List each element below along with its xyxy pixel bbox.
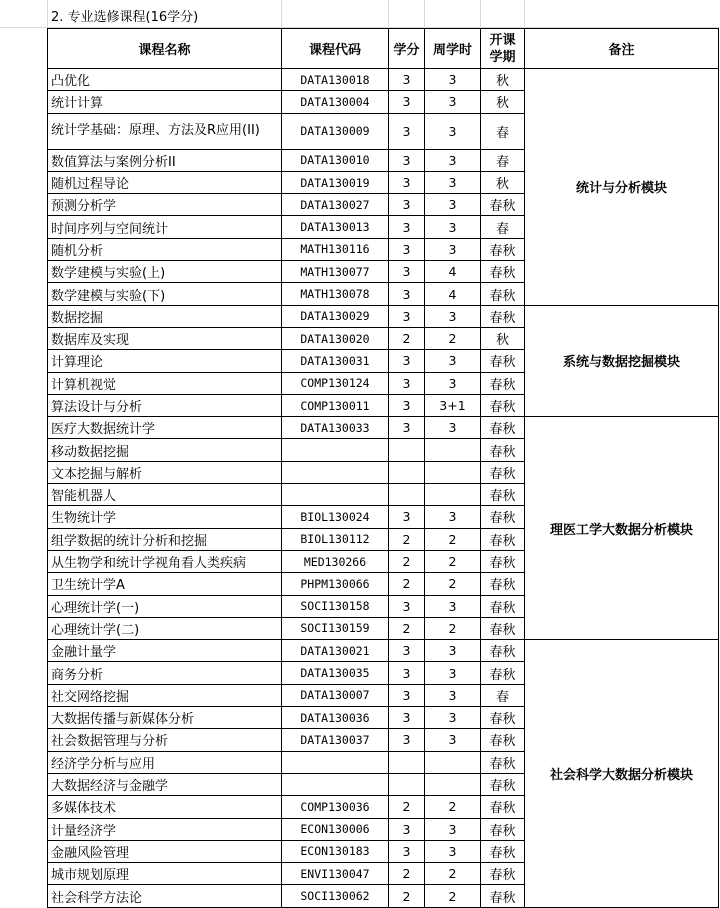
course-hours-cell: 3	[425, 171, 481, 193]
module-label-cell: 统计与分析模块	[525, 69, 719, 306]
course-credits-cell: 3	[389, 194, 425, 216]
course-hours-cell: 2	[425, 573, 481, 595]
course-term-cell: 春秋	[481, 640, 525, 662]
course-code-cell: DATA130029	[282, 305, 389, 327]
course-hours-cell: 3	[425, 149, 481, 171]
course-term-cell: 春秋	[481, 350, 525, 372]
course-term-cell: 春秋	[481, 840, 525, 862]
course-name-cell: 文本挖掘与解析	[48, 461, 282, 483]
course-credits-cell: 3	[389, 261, 425, 283]
course-name-cell: 预测分析学	[48, 194, 282, 216]
course-credits-cell: 2	[389, 617, 425, 639]
course-code-cell: DATA130020	[282, 327, 389, 349]
course-name-cell: 算法设计与分析	[48, 394, 282, 416]
course-credits-cell: 3	[389, 729, 425, 751]
course-name-cell: 凸优化	[48, 69, 282, 91]
course-code-cell	[282, 439, 389, 461]
course-term-cell: 春秋	[481, 372, 525, 394]
course-code-cell: DATA130033	[282, 417, 389, 439]
course-name-cell: 社会数据管理与分析	[48, 729, 282, 751]
course-code-cell: ECON130006	[282, 818, 389, 840]
course-credits-cell: 2	[389, 550, 425, 572]
course-term-cell: 春秋	[481, 863, 525, 885]
course-name-cell: 随机分析	[48, 238, 282, 260]
course-term-cell: 春秋	[481, 796, 525, 818]
course-hours-cell: 2	[425, 863, 481, 885]
course-term-cell: 春秋	[481, 595, 525, 617]
course-hours-cell: 3+1	[425, 394, 481, 416]
course-hours-cell: 3	[425, 305, 481, 327]
course-name-cell: 心理统计学(二)	[48, 617, 282, 639]
course-code-cell: MATH130116	[282, 238, 389, 260]
course-hours-cell: 3	[425, 662, 481, 684]
course-code-cell: DATA130035	[282, 662, 389, 684]
course-term-cell: 春秋	[481, 417, 525, 439]
course-code-cell: ECON130183	[282, 840, 389, 862]
course-term-cell: 春秋	[481, 261, 525, 283]
course-code-cell: SOCI130159	[282, 617, 389, 639]
course-code-cell: DATA130031	[282, 350, 389, 372]
header-remarks: 备注	[525, 29, 719, 69]
course-credits-cell: 3	[389, 640, 425, 662]
course-name-cell: 统计学基础：原理、方法及R应用(II)	[48, 113, 282, 149]
course-term-cell: 春秋	[481, 773, 525, 795]
course-name-cell: 城市规划原理	[48, 863, 282, 885]
course-name-cell: 心理统计学(一)	[48, 595, 282, 617]
course-code-cell: DATA130027	[282, 194, 389, 216]
course-name-cell: 多媒体技术	[48, 796, 282, 818]
course-hours-cell	[425, 439, 481, 461]
course-credits-cell	[389, 439, 425, 461]
course-code-cell: COMP130036	[282, 796, 389, 818]
course-hours-cell: 4	[425, 283, 481, 305]
course-name-cell: 数据挖掘	[48, 305, 282, 327]
course-row	[48, 640, 719, 662]
course-credits-cell: 3	[389, 684, 425, 706]
course-hours-cell	[425, 461, 481, 483]
course-credits-cell	[389, 751, 425, 773]
course-hours-cell: 2	[425, 617, 481, 639]
course-credits-cell: 3	[389, 818, 425, 840]
course-term-cell: 春秋	[481, 818, 525, 840]
course-credits-cell: 3	[389, 171, 425, 193]
course-name-cell: 组学数据的统计分析和挖掘	[48, 528, 282, 550]
course-code-cell: BIOL130112	[282, 528, 389, 550]
header-weekly-hours: 周学时	[425, 29, 481, 69]
course-hours-cell: 3	[425, 818, 481, 840]
course-name-cell: 社交网络挖掘	[48, 684, 282, 706]
course-name-cell: 统计计算	[48, 91, 282, 113]
course-term-cell: 春秋	[481, 439, 525, 461]
course-term-cell: 春	[481, 216, 525, 238]
course-term-cell: 春秋	[481, 484, 525, 506]
course-credits-cell	[389, 484, 425, 506]
course-name-cell: 数据库及实现	[48, 327, 282, 349]
course-term-cell: 春秋	[481, 283, 525, 305]
course-code-cell: DATA130019	[282, 171, 389, 193]
course-term-cell: 春	[481, 113, 525, 149]
header-term: 开课学期	[481, 29, 525, 69]
course-credits-cell: 2	[389, 327, 425, 349]
course-name-cell: 大数据传播与新媒体分析	[48, 707, 282, 729]
course-code-cell: MATH130077	[282, 261, 389, 283]
course-code-cell	[282, 484, 389, 506]
course-name-cell: 医疗大数据统计学	[48, 417, 282, 439]
course-term-cell: 秋	[481, 171, 525, 193]
course-code-cell: MED130266	[282, 550, 389, 572]
course-credits-cell: 3	[389, 350, 425, 372]
course-code-cell: COMP130124	[282, 372, 389, 394]
course-table-body	[48, 69, 719, 908]
course-row	[48, 417, 719, 439]
course-code-cell: DATA130021	[282, 640, 389, 662]
course-name-cell: 计量经济学	[48, 818, 282, 840]
course-hours-cell: 3	[425, 595, 481, 617]
course-name-cell: 数值算法与案例分析II	[48, 149, 282, 171]
course-hours-cell: 3	[425, 707, 481, 729]
course-credits-cell: 3	[389, 840, 425, 862]
course-hours-cell	[425, 484, 481, 506]
course-code-cell: DATA130018	[282, 69, 389, 91]
module-label-cell: 理医工学大数据分析模块	[525, 417, 719, 640]
course-table	[47, 28, 719, 908]
course-code-cell: PHPM130066	[282, 573, 389, 595]
course-code-cell: SOCI130158	[282, 595, 389, 617]
course-term-cell: 春秋	[481, 506, 525, 528]
course-hours-cell: 3	[425, 194, 481, 216]
course-code-cell: DATA130009	[282, 113, 389, 149]
course-hours-cell: 3	[425, 238, 481, 260]
course-hours-cell: 3	[425, 417, 481, 439]
course-term-cell: 春秋	[481, 550, 525, 572]
course-credits-cell: 3	[389, 283, 425, 305]
course-term-cell: 春秋	[481, 461, 525, 483]
course-credits-cell: 3	[389, 216, 425, 238]
course-credits-cell: 2	[389, 863, 425, 885]
course-code-cell: COMP130011	[282, 394, 389, 416]
course-credits-cell: 2	[389, 885, 425, 907]
course-code-cell: ENVI130047	[282, 863, 389, 885]
course-code-cell	[282, 461, 389, 483]
header-row	[48, 29, 719, 69]
course-code-cell: MATH130078	[282, 283, 389, 305]
course-code-cell	[282, 751, 389, 773]
course-credits-cell: 3	[389, 417, 425, 439]
course-term-cell: 春秋	[481, 662, 525, 684]
module-label-cell: 社会科学大数据分析模块	[525, 640, 719, 908]
course-code-cell: DATA130010	[282, 149, 389, 171]
section-title: 2. 专业选修课程(16学分)	[51, 10, 199, 25]
header-course-code: 课程代码	[282, 29, 389, 69]
course-name-cell: 大数据经济与金融学	[48, 773, 282, 795]
course-term-cell: 春秋	[481, 305, 525, 327]
course-name-cell: 随机过程导论	[48, 171, 282, 193]
course-credits-cell: 3	[389, 113, 425, 149]
course-term-cell: 春秋	[481, 617, 525, 639]
course-name-cell: 计算理论	[48, 350, 282, 372]
course-credits-cell: 3	[389, 506, 425, 528]
course-code-cell: DATA130036	[282, 707, 389, 729]
course-credits-cell: 3	[389, 662, 425, 684]
course-term-cell: 春	[481, 149, 525, 171]
course-name-cell: 社会科学方法论	[48, 885, 282, 907]
course-term-cell: 春	[481, 684, 525, 706]
header-credits: 学分	[389, 29, 425, 69]
course-hours-cell: 3	[425, 216, 481, 238]
course-credits-cell: 3	[389, 595, 425, 617]
course-credits-cell: 3	[389, 394, 425, 416]
course-credits-cell: 2	[389, 573, 425, 595]
course-code-cell: SOCI130062	[282, 885, 389, 907]
course-hours-cell: 3	[425, 350, 481, 372]
course-name-cell: 从生物学和统计学视角看人类疾病	[48, 550, 282, 572]
course-code-cell: DATA130007	[282, 684, 389, 706]
course-term-cell: 春秋	[481, 528, 525, 550]
course-name-cell: 金融风险管理	[48, 840, 282, 862]
header-course-name: 课程名称	[48, 29, 282, 69]
course-name-cell: 金融计量学	[48, 640, 282, 662]
course-name-cell: 卫生统计学A	[48, 573, 282, 595]
module-label-cell: 系统与数据挖掘模块	[525, 305, 719, 416]
course-code-cell: DATA130013	[282, 216, 389, 238]
course-credits-cell: 2	[389, 528, 425, 550]
course-name-cell: 移动数据挖掘	[48, 439, 282, 461]
course-code-cell: DATA130037	[282, 729, 389, 751]
course-hours-cell: 2	[425, 796, 481, 818]
course-name-cell: 商务分析	[48, 662, 282, 684]
course-term-cell: 秋	[481, 69, 525, 91]
course-hours-cell: 3	[425, 640, 481, 662]
course-hours-cell: 3	[425, 372, 481, 394]
course-hours-cell: 2	[425, 550, 481, 572]
course-credits-cell	[389, 461, 425, 483]
course-hours-cell: 2	[425, 327, 481, 349]
course-term-cell: 春秋	[481, 194, 525, 216]
course-hours-cell: 3	[425, 506, 481, 528]
course-term-cell: 秋	[481, 91, 525, 113]
course-hours-cell: 3	[425, 69, 481, 91]
course-hours-cell: 2	[425, 885, 481, 907]
course-credits-cell: 3	[389, 238, 425, 260]
course-hours-cell	[425, 751, 481, 773]
course-name-cell: 时间序列与空间统计	[48, 216, 282, 238]
course-hours-cell	[425, 773, 481, 795]
course-name-cell: 智能机器人	[48, 484, 282, 506]
course-credits-cell: 2	[389, 796, 425, 818]
course-credits-cell: 3	[389, 91, 425, 113]
course-term-cell: 春秋	[481, 885, 525, 907]
course-name-cell: 数学建模与实验(下)	[48, 283, 282, 305]
course-row	[48, 305, 719, 327]
course-credits-cell: 3	[389, 372, 425, 394]
course-hours-cell: 3	[425, 840, 481, 862]
course-credits-cell: 3	[389, 69, 425, 91]
course-name-cell: 数学建模与实验(上)	[48, 261, 282, 283]
course-name-cell: 计算机视觉	[48, 372, 282, 394]
course-term-cell: 春秋	[481, 394, 525, 416]
course-hours-cell: 3	[425, 113, 481, 149]
course-hours-cell: 3	[425, 91, 481, 113]
course-term-cell: 春秋	[481, 729, 525, 751]
course-term-cell: 秋	[481, 327, 525, 349]
course-term-cell: 春秋	[481, 751, 525, 773]
course-credits-cell	[389, 773, 425, 795]
course-term-cell: 春秋	[481, 238, 525, 260]
course-term-cell: 春秋	[481, 573, 525, 595]
course-code-cell	[282, 773, 389, 795]
course-hours-cell: 4	[425, 261, 481, 283]
course-code-cell: BIOL130024	[282, 506, 389, 528]
course-hours-cell: 3	[425, 684, 481, 706]
course-hours-cell: 3	[425, 729, 481, 751]
course-credits-cell: 3	[389, 707, 425, 729]
course-credits-cell: 3	[389, 305, 425, 327]
course-credits-cell: 3	[389, 149, 425, 171]
course-term-cell: 春秋	[481, 707, 525, 729]
course-code-cell: DATA130004	[282, 91, 389, 113]
course-name-cell: 生物统计学	[48, 506, 282, 528]
course-row	[48, 69, 719, 91]
course-hours-cell: 2	[425, 528, 481, 550]
course-name-cell: 经济学分析与应用	[48, 751, 282, 773]
